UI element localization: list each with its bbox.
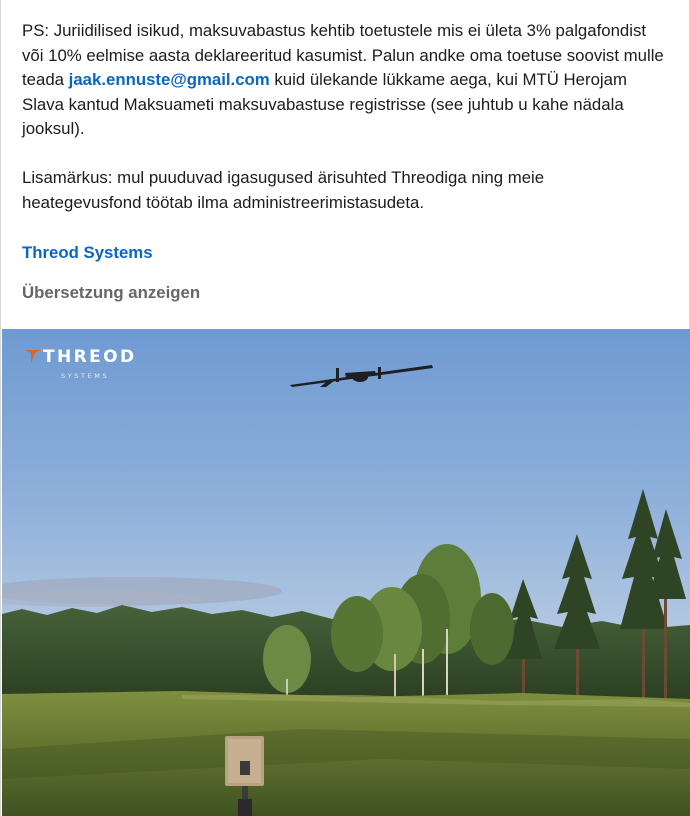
paragraph-text-before-email: PS: Juriidilised isikud, maksuvabastus kehtib toetustele mis ei ületa 3% palgafondist või 10% eelmise aasta deklareeritud kasumist. Palun andke oma toetuse soovist mulle teada xyxy=(22,21,664,89)
company-mention-link[interactable]: Threod Systems xyxy=(22,243,153,262)
threod-logo xyxy=(25,347,165,387)
post-paragraph-tax xyxy=(22,19,665,142)
post-text xyxy=(1,0,689,305)
post-image[interactable] xyxy=(2,329,690,816)
paragraph-text-after-email: kuid ülekande lükkame aega, kui MTÜ Herojam Slava kantud Maksuameti maksuvabastuse registrisse (see juhtub u kahe nädala jooksul). xyxy=(22,70,627,138)
email-link[interactable]: jaak.ennuste@gmail.com xyxy=(68,70,270,89)
logo-wordmark: THREOD xyxy=(43,347,137,367)
logo-subtitle: SYSTEMS xyxy=(61,372,110,380)
post-paragraph-note: Lisamärkus: mul puuduvad igasugused ärisuhted Threodiga ning meie heategevusfond töötab ilma administreerimistasudeta. xyxy=(22,168,545,212)
show-translation-button[interactable]: Übersetzung anzeigen xyxy=(22,283,201,302)
logo-mark-icon xyxy=(25,350,41,363)
